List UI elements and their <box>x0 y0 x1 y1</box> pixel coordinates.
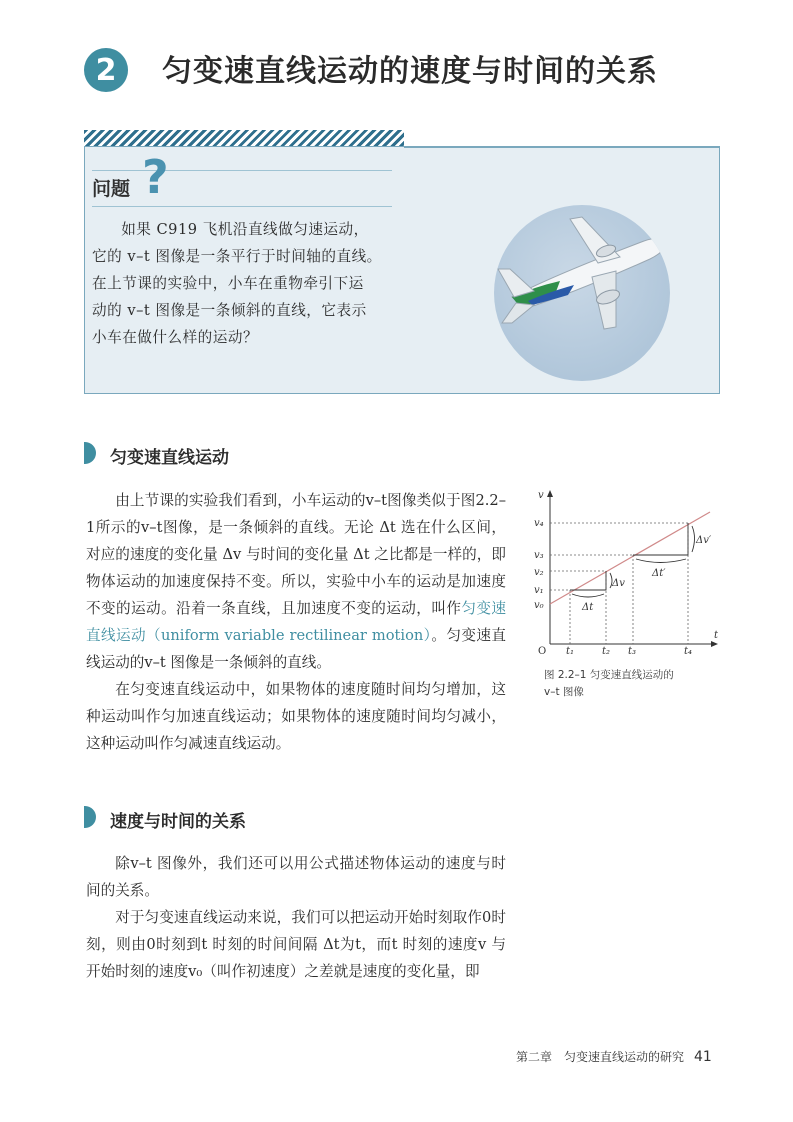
dt-brace <box>572 594 604 597</box>
figure-caption <box>544 667 724 701</box>
section1-body <box>86 487 506 757</box>
t-axis-label: t <box>714 630 719 641</box>
keyword-term: 匀变速直线运动（uniform variable rectilinear motion） <box>86 600 506 644</box>
section2-paragraph-2: 对于匀变速直线运动来说，我们可以把运动开始时刻取作0时刻，则由0时刻到t 时刻的时间间隔 Δt为t，而t 时刻的速度v 与开始时刻的速度v₀（叫作初速度）之差就是速度的变化量，即 <box>86 909 506 980</box>
t4-label: t₄ <box>684 646 693 654</box>
section2-body <box>86 850 506 985</box>
box-top-border <box>404 146 720 148</box>
v-axis-arrow-icon <box>547 490 553 497</box>
page-number: 41 <box>694 1049 712 1065</box>
question-rule-top <box>92 170 392 171</box>
question-line: 动的 v–t 图像是一条倾斜的直线，它表示 <box>92 302 367 319</box>
delta-bracket-1 <box>570 571 606 590</box>
paragraph-text: 。匀变速直线运动的v–t 图像是一条倾斜的直线。 <box>86 627 506 671</box>
section-marker-icon <box>84 806 96 828</box>
section1-paragraph-2: 在匀变速直线运动中，如果物体的速度随时间均匀增加，这种运动叫作匀加速直线运动；如果物体的速度随时间均匀减小，这种运动叫作匀减速直线运动。 <box>86 681 506 752</box>
question-line: 在上节课的实验中，小车在重物牵引下运 <box>92 275 364 292</box>
question-rule-bottom <box>92 206 392 207</box>
delta-v-prime-label: Δv′ <box>696 535 712 546</box>
dv2-brace <box>692 526 695 552</box>
airplane-photo <box>494 205 670 381</box>
page-footer <box>516 1048 726 1065</box>
v2-label: v₂ <box>534 567 544 578</box>
section-number-badge: 2 <box>84 48 128 92</box>
dt2-brace <box>636 559 686 563</box>
question-line: 小车在做什么样的运动？ <box>92 329 259 346</box>
section-marker-icon <box>84 442 96 464</box>
footer-chapter: 第二章 匀变速直线运动的研究 <box>516 1050 685 1064</box>
t1-label: t₁ <box>566 646 575 654</box>
question-line: 如果 C919 飞机沿直线做匀速运动， <box>121 221 369 238</box>
vt-graph-figure <box>524 486 724 654</box>
section2-paragraph-1: 除v–t 图像外，我们还可以用公式描述物体运动的速度与时间的关系。 <box>86 855 506 899</box>
section-heading-velocity-time: 速度与时间的关系 <box>110 812 246 832</box>
question-line: 它的 v–t 图像是一条平行于时间轴的直线。 <box>92 248 382 265</box>
page-title: 匀变速直线运动的速度与时间的关系 <box>162 54 658 89</box>
v-axis-label: v <box>538 490 544 501</box>
delta-bracket-2 <box>633 523 688 555</box>
section-heading-uniform-motion: 匀变速直线运动 <box>110 448 229 468</box>
airplane-icon <box>494 205 670 381</box>
paragraph-text: 由上节课的实验我们看到，小车运动的v–t图像类似于图2.2–1所示的v–t图像，是一条倾斜的直线。无论 Δt 选在什么区间，对应的速度的变化量 Δv 与时间的变化量 Δt 之比都是一样的，即物体运动的加速度保持不变。所以，实验中小车的运动是加速度不变的运动。沿着一条直线，且加速度不变的运动，叫作 <box>86 492 506 617</box>
t3-label: t₃ <box>628 646 637 654</box>
delta-t-label: Δt <box>582 602 594 613</box>
caption-line: v–t 图像 <box>544 686 584 698</box>
section1-paragraph-1 <box>86 487 506 676</box>
v0-label: v₀ <box>534 600 544 611</box>
origin-label: O <box>538 646 547 654</box>
question-text <box>92 216 402 351</box>
delta-v-label: Δv <box>612 578 625 589</box>
question-label: 问题 <box>92 178 131 200</box>
v3-label: v₃ <box>534 550 544 561</box>
t-axis-arrow-icon <box>711 641 718 647</box>
question-mark-icon: ? <box>142 150 169 204</box>
v4-label: v₄ <box>534 518 544 529</box>
v1-label: v₁ <box>534 585 544 596</box>
delta-t-prime-label: Δt′ <box>652 568 666 579</box>
caption-line: 图 2.2–1 匀变速直线运动的 <box>544 669 674 681</box>
t2-label: t₂ <box>602 646 611 654</box>
